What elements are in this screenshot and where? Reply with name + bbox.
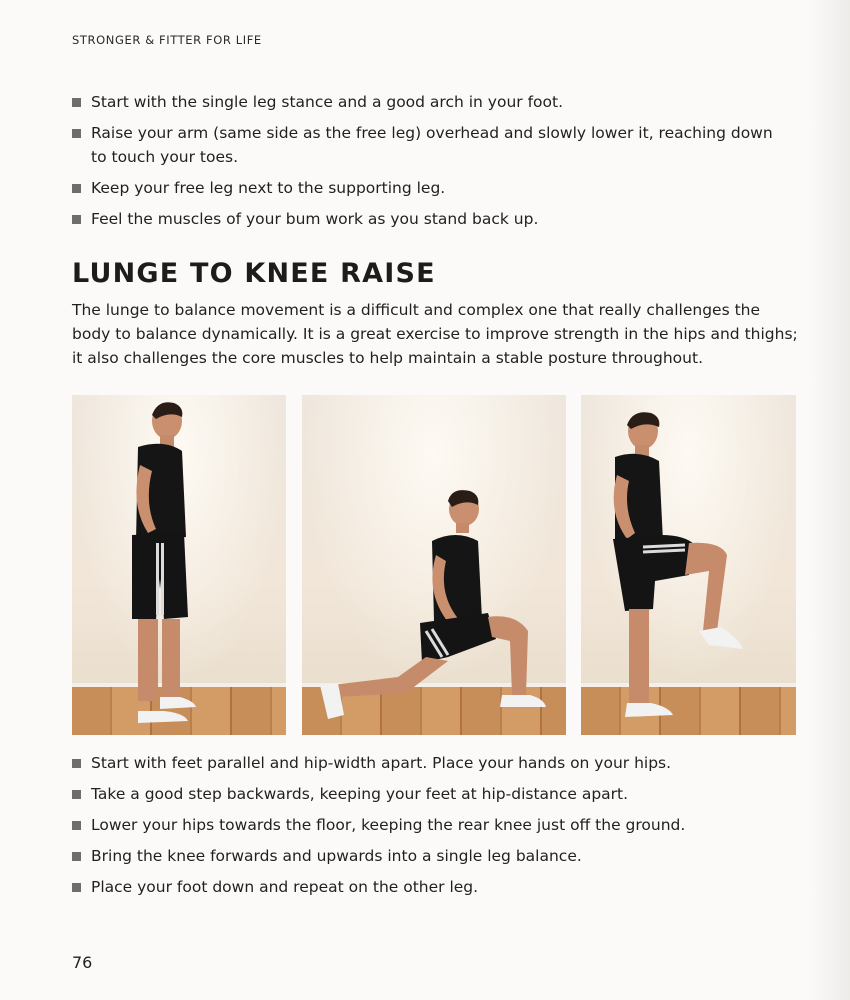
list-item-text: Raise your arm (same side as the free leg) overhead and slowly lower it, reaching down to touch your toes. <box>91 124 773 166</box>
page-gutter-shadow <box>810 0 850 1000</box>
man-standing-figure <box>72 395 286 735</box>
list-item <box>72 90 787 114</box>
square-bullet-icon <box>72 852 81 861</box>
page-number: 76 <box>72 953 93 972</box>
photo-knee-raise-pose <box>581 395 796 735</box>
list-item <box>72 844 787 868</box>
square-bullet-icon <box>72 821 81 830</box>
bottom-bullet-list <box>72 751 787 906</box>
square-bullet-icon <box>72 759 81 768</box>
man-knee-raise-figure <box>581 395 796 735</box>
list-item <box>72 121 787 169</box>
list-item-text: Place your foot down and repeat on the other leg. <box>91 878 479 896</box>
section-intro: The lunge to balance movement is a difficult and complex one that really challenges the body to balance dynamically. It is a great exercise to improve strength in the hips and thighs; it also challenges the core muscles to help maintain a stable posture throughout. <box>72 301 798 367</box>
photo-standing-pose <box>72 395 286 735</box>
list-item <box>72 782 787 806</box>
photo-lunge-pose <box>302 395 566 735</box>
list-item-text: Start with feet parallel and hip-width apart. Place your hands on your hips. <box>91 754 672 772</box>
list-item-text: Take a good step backwards, keeping your feet at hip-distance apart. <box>91 785 629 803</box>
section-title: LUNGE TO KNEE RAISE <box>72 258 436 289</box>
square-bullet-icon <box>72 215 81 224</box>
list-item-text: Lower your hips towards the floor, keeping the rear knee just off the ground. <box>91 816 686 834</box>
list-item <box>72 875 787 899</box>
square-bullet-icon <box>72 98 81 107</box>
list-item <box>72 751 787 775</box>
list-item <box>72 176 787 200</box>
list-item-text: Bring the knee forwards and upwards into a single leg balance. <box>91 847 582 865</box>
list-item <box>72 207 787 231</box>
square-bullet-icon <box>72 129 81 138</box>
list-item-text: Keep your free leg next to the supporting leg. <box>91 179 446 197</box>
running-head: STRONGER & FITTER FOR LIFE <box>72 33 262 47</box>
square-bullet-icon <box>72 790 81 799</box>
list-item-text: Start with the single leg stance and a good arch in your foot. <box>91 93 564 111</box>
square-bullet-icon <box>72 883 81 892</box>
list-item <box>72 813 787 837</box>
top-bullet-list <box>72 90 787 238</box>
man-lunge-figure <box>302 395 566 735</box>
list-item-text: Feel the muscles of your bum work as you stand back up. <box>91 210 539 228</box>
square-bullet-icon <box>72 184 81 193</box>
